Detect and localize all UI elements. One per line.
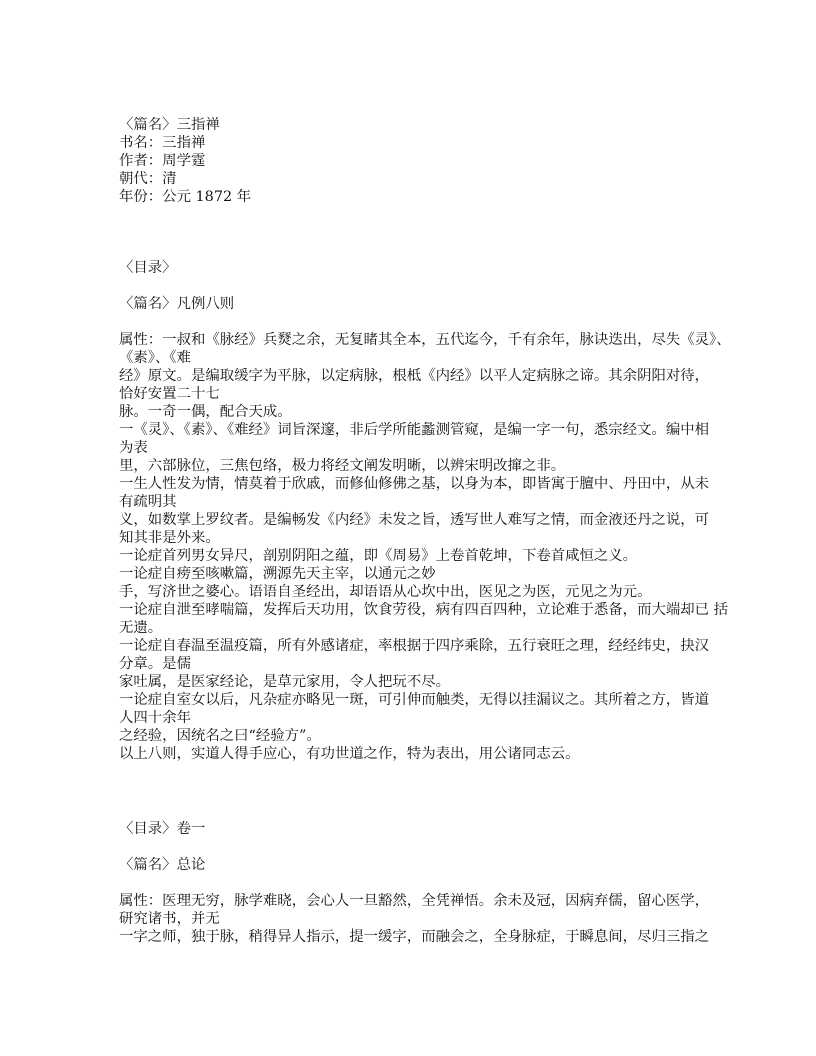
body-line: 一论症自泄至哮喘篇，发挥后天功用，饮食劳役，病有四百四种，立论难于悉备，而大端却已 括 <box>119 602 728 618</box>
body-line: 一《灵》、《素》、《难经》词旨深邃，非后学所能蠡测管窥，是编一字一句，悉宗经文。编中相 <box>119 422 710 438</box>
body-line: 里，六部脉位，三焦包络，极力将经文阐发明晰，以辨宋明改撺之非。 <box>119 458 566 474</box>
header-line: 朝代：清 <box>119 171 177 187</box>
body-line: 义，如数掌上罗纹者。是编畅发《内经》未发之旨，透写世人难写之情，而金液还丹之说，可 <box>119 512 710 528</box>
toc-heading: 〈目录〉 <box>119 260 177 276</box>
body-line: 人四十余年 <box>119 710 191 726</box>
body-line: 属性：医理无穷，脉学难晓，会心人一旦豁然，全凭禅悟。余未及冠，因病弃儒，留心医学， <box>119 893 710 909</box>
body-line: 属性：一叔和《脉经》兵燹之余，无复睹其全本，五代迄今，千有余年，脉诀迭出，尽失《灵》、 <box>119 332 731 348</box>
body-line: 一论症自室女以后，凡杂症亦略见一斑，可引伸而触类，无得以挂漏议之。其所着之方，皆道 <box>119 692 710 708</box>
section-title: 〈篇名〉凡例八则 <box>119 296 235 312</box>
body-line: 之经验，因统名之曰“经验方”。 <box>119 728 321 744</box>
body-line: 知其非是外来。 <box>119 530 220 546</box>
header-line: 〈篇名〉三指禅 <box>119 117 220 133</box>
body-line: 手，写济世之婆心。语语自圣经出，却语语从心坎中出，医见之为医，元见之为元。 <box>119 584 652 600</box>
header-line: 书名：三指禅 <box>119 135 206 151</box>
body-line: 家吐属，是医家经论，是草元家用，令人把玩不尽。 <box>119 674 450 690</box>
body-line: 一论症自春温至温疫篇，所有外感诸症，率根据于四序乘除，五行衰旺之理，经经纬史，抉汉 <box>119 638 710 654</box>
body-line: 脉。一奇一偶，配合天成。 <box>119 404 292 420</box>
body-line: 一生人性发为情，情莫着于欣戚，而修仙修佛之基，以身为本，即皆寓于膻中、丹田中，从未 <box>119 476 710 492</box>
body-line: 恰好安置二十七 <box>119 386 220 402</box>
body-line: 分章。是儒 <box>119 656 191 672</box>
section-title: 〈篇名〉总论 <box>119 857 206 873</box>
body-line: 《素》、《难 <box>119 350 191 366</box>
header-line: 年份：公元 1872 年 <box>119 189 252 205</box>
body-line: 经》原文。是编取缓字为平脉，以定病脉，根柢《内经》以平人定病脉之谛。其余阴阳对待， <box>119 368 710 384</box>
body-line: 为表 <box>119 440 148 456</box>
body-line: 一字之师，独于脉，稍得异人指示，提一缓字，而融会之，全身脉症，于瞬息间，尽归三指之 <box>119 929 710 945</box>
body-line: 研究诸书，并无 <box>119 911 220 927</box>
header-line: 作者：周学霆 <box>119 153 206 169</box>
toc-heading: 〈目录〉卷一 <box>119 821 206 837</box>
body-line: 一论症自痨至咳嗽篇，溯源先天主宰，以通元之妙 <box>119 566 436 582</box>
body-line: 以上八则，实道人得手应心，有功世道之作，特为表出，用公诸同志云。 <box>119 746 580 762</box>
body-line: 无遗。 <box>119 620 163 636</box>
body-line: 有疏明其 <box>119 494 177 510</box>
body-line: 一论症首列男女异尺，剖别阴阳之蕴，即《周易》上卷首乾坤，下卷首咸恒之义。 <box>119 548 638 564</box>
